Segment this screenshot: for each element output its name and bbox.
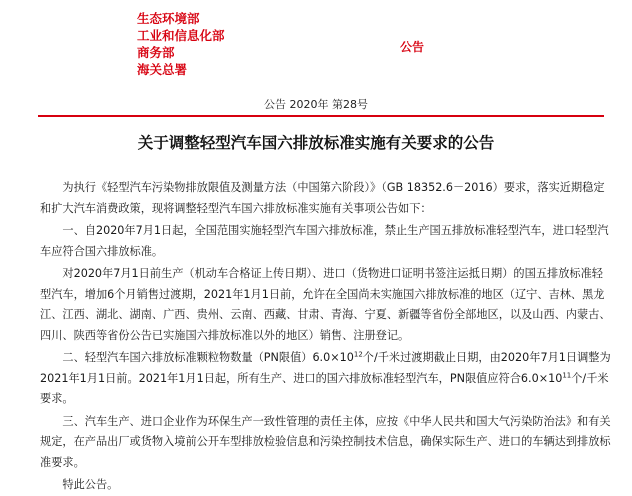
exponent-11: 11 <box>562 370 572 379</box>
document-kind: 公告 <box>400 40 425 54</box>
issuer-customs: 海关总署 <box>137 62 188 77</box>
paragraph-closing: 特此公告。 <box>62 478 119 491</box>
document-number: 公告 2020年 第28号 <box>264 98 368 111</box>
item-2-text-b: 个/千米过渡期截止日期，由2020年7月1日调整为2021年1月1日前。2021年1月1日起，所有生产、进口的国六排放标准轻型汽车，PN限值应符合6.0×10 <box>40 351 611 385</box>
issuer-ecology-environment: 生态环境部 <box>137 11 200 26</box>
issuing-agencies <box>137 10 225 78</box>
exponent-12: 12 <box>353 350 363 359</box>
issuer-industry-it: 工业和信息化部 <box>137 28 225 43</box>
paragraph-item-3: 三、汽车生产、进口企业作为环保生产一致性管理的责任主体，应按《中华人民共和国大气污染防治法》和有关规定，在产品出厂或货物入境前公开车型排放检验信息和污染控制技术信息，确保实际生产、进口的车辆达到排放标准要求。 <box>40 414 611 469</box>
paragraph-item-1: 一、自2020年7月1日起，全国范围实施轻型汽车国六排放标准，禁止生产国五排放标准轻型汽车，进口轻型汽车应符合国六排放标准。 <box>40 224 609 258</box>
paragraph-item-2 <box>40 348 612 410</box>
page-title: 关于调整轻型汽车国六排放标准实施有关要求的公告 <box>137 134 495 152</box>
document-body <box>40 178 612 496</box>
issuer-commerce: 商务部 <box>137 45 175 60</box>
red-divider <box>38 115 604 117</box>
item-2-text-c: 个/千米要求。 <box>40 371 609 405</box>
paragraph-intro: 为执行《轻型汽车污染物排放限值及测量方法（中国第六阶段）》（GB 18352.6－2016）要求，落实近期稳定和扩大汽车消费政策，现将调整轻型汽车国六排放标准实施有关事项公告如下： <box>40 181 605 215</box>
item-2-text-a: 二、轻型汽车国六排放标准颗粒物数量（PN限值）6.0×10 <box>62 351 354 364</box>
paragraph-item-1-transition: 对2020年7月1日前生产（机动车合格证上传日期）、进口（货物进口证明书签注运抵日期）的国五排放标准轻型汽车，增加6个月销售过渡期，2021年1月1日前，允许在全国尚未实施国六排放标准的地区（辽宁、吉林、黑龙江、江西、湖北、湖南、广西、贵州、云南、西藏、甘肃、青海、宁夏、新疆等省份全部地区，以及山西、内蒙古、四川、陕西等省份公告已实施国六排放标准以外的地区）销售、注册登记。 <box>40 267 611 342</box>
